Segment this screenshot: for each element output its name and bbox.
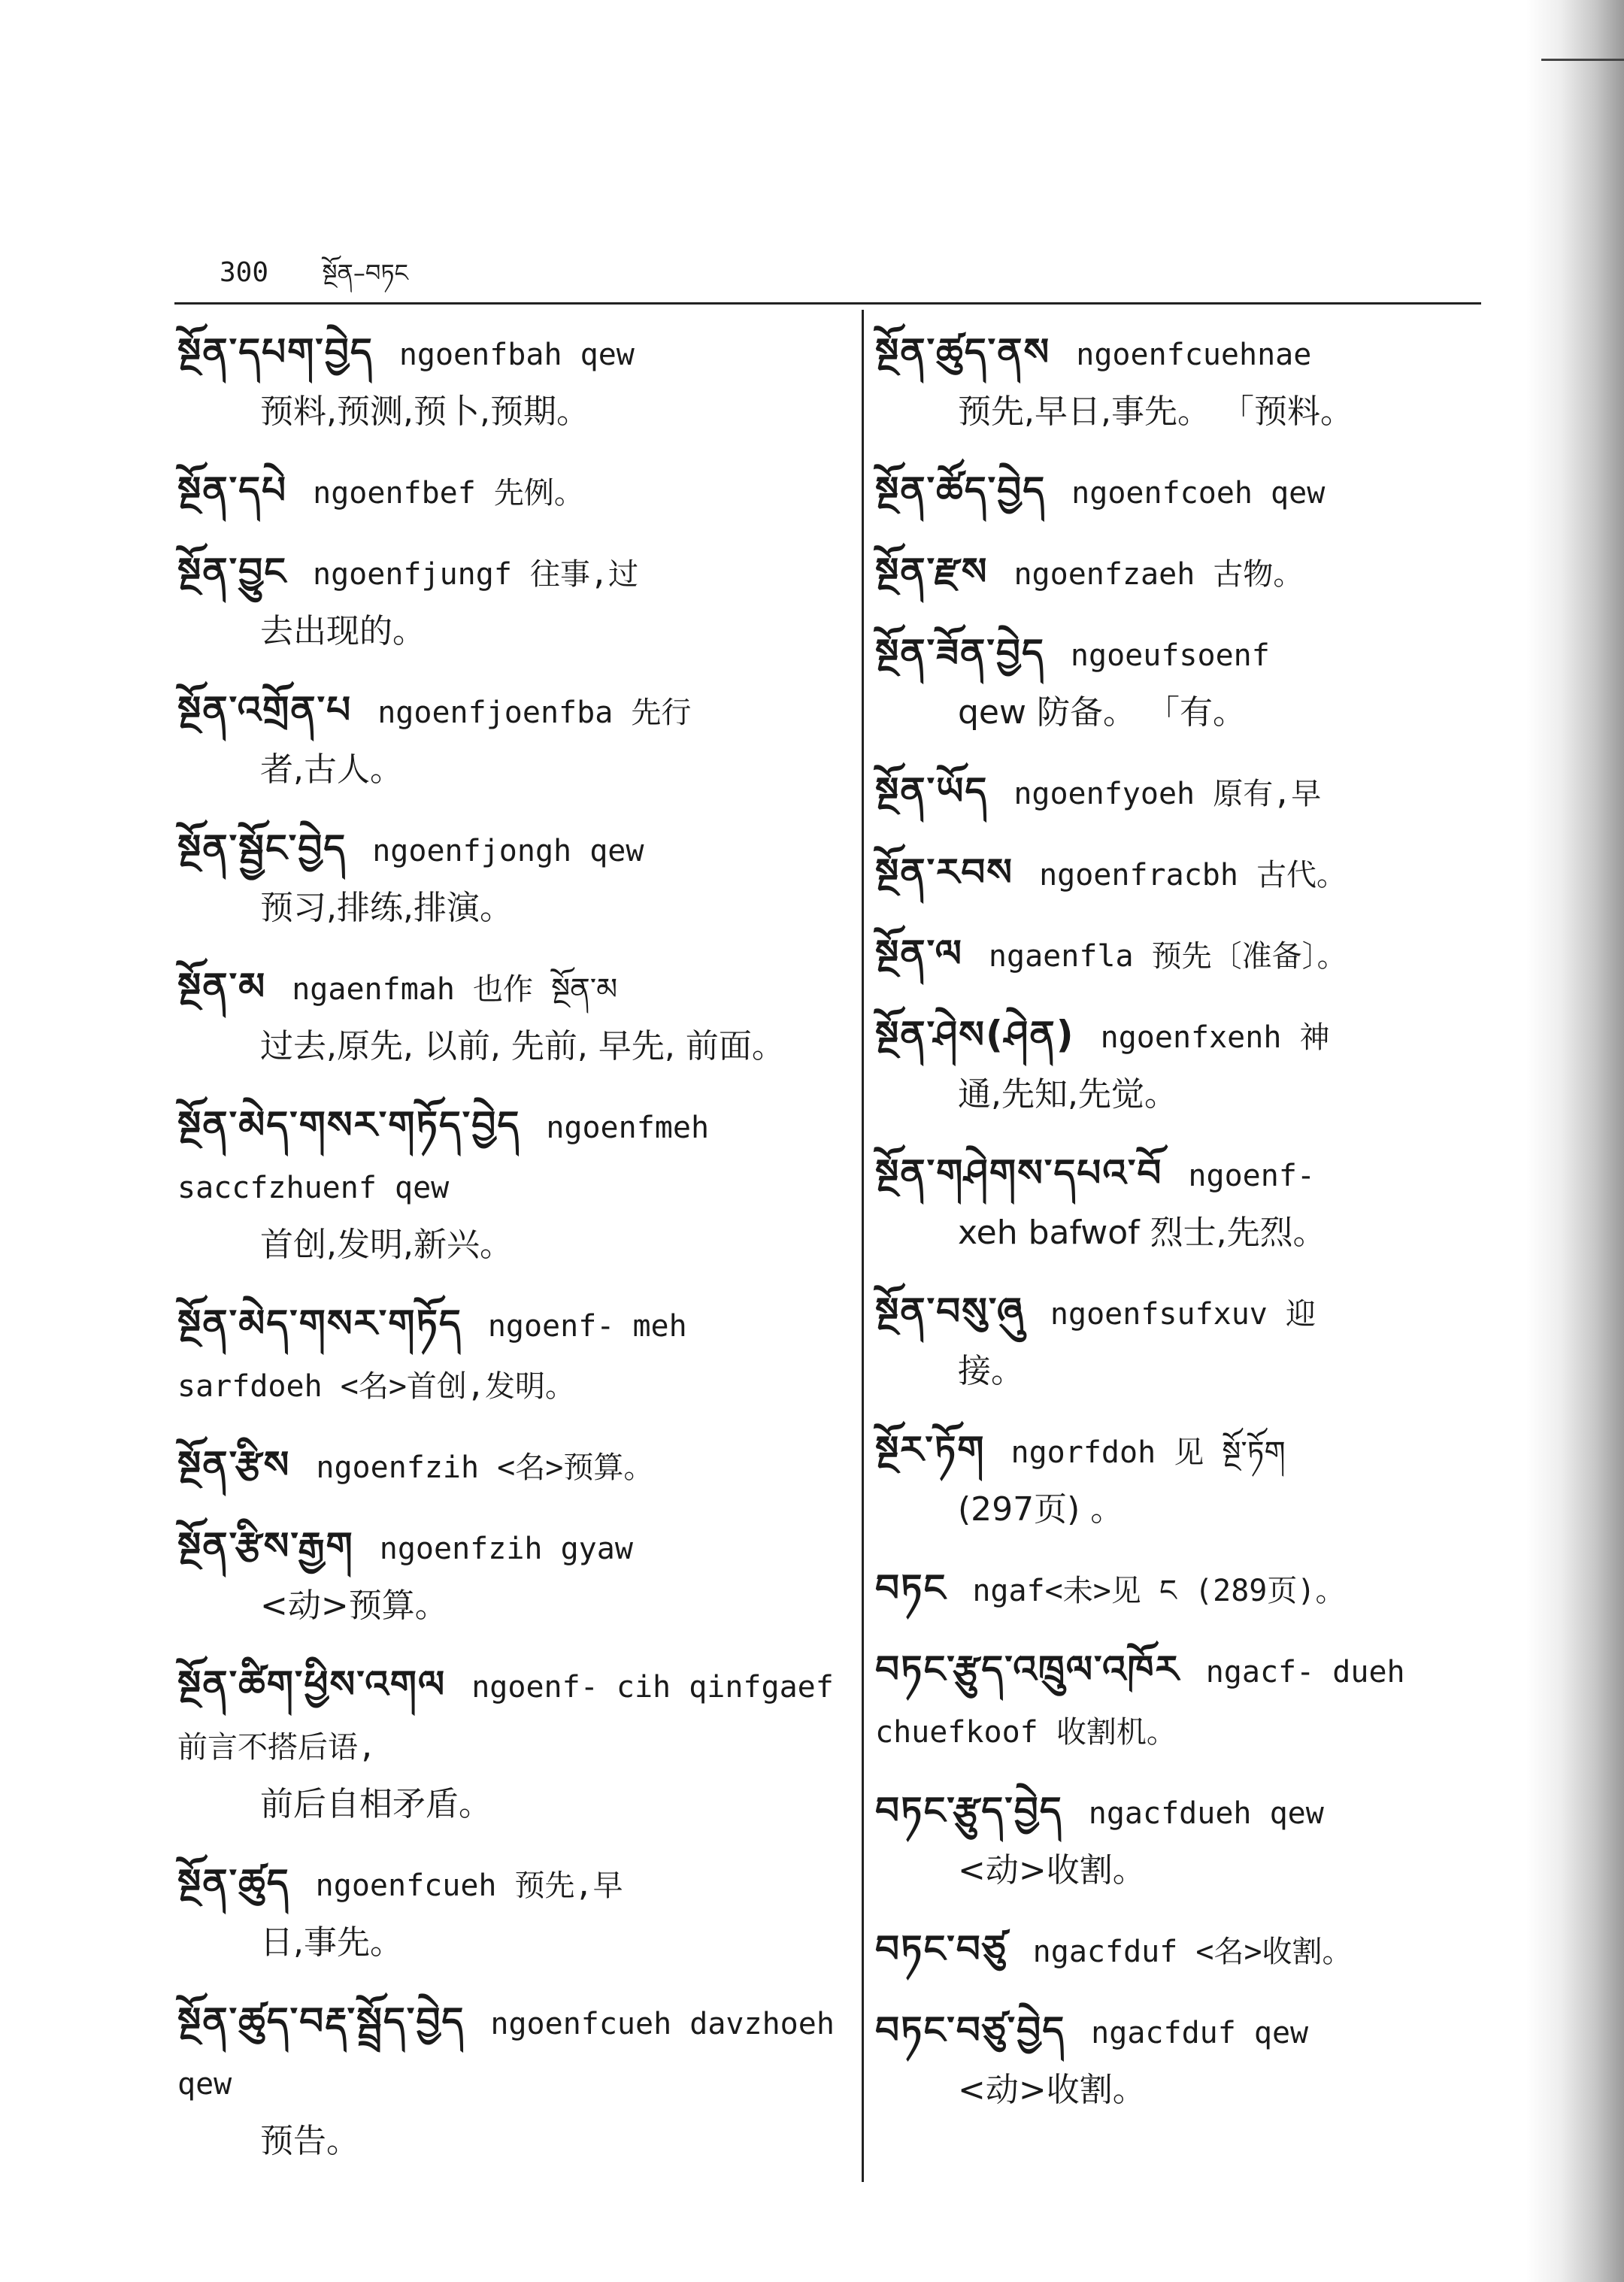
dictionary-entry — [177, 820, 839, 937]
dictionary-entry — [875, 2002, 1499, 2119]
romanization: ngoenfcueh davzhoeh qew — [177, 2007, 835, 2102]
dictionary-entry — [177, 1517, 839, 1635]
romanization: ngoenf- cih qinfgaef 前言不搭后语, — [177, 1670, 834, 1765]
tibetan-headword: སྔོན་ཚུད་ནས — [875, 330, 1051, 374]
romanization: ngoeufsoenf — [1070, 638, 1270, 673]
tibetan-headword: སྔོན་ཤེས(ཤེན) — [875, 1013, 1075, 1056]
dictionary-entry — [875, 1144, 1499, 1262]
definition: <动>预算。 — [260, 1586, 448, 1625]
romanization: ngoenfmeh saccfzhuenf qew — [177, 1111, 710, 1205]
definition: 接。 — [958, 1352, 1024, 1390]
definition: qew 防备。 「有。 — [958, 693, 1246, 732]
tibetan-headword: སྔོན་བསུ་ཞུ — [875, 1289, 1025, 1333]
tibetan-headword: བཏང་བཙུ་བྱེད — [875, 2008, 1066, 2052]
tibetan-headword: སྔོན་ཚུད་བརྡ་སྦྲོད་བྱེད — [177, 1999, 465, 2043]
definition: 首创,发明,新兴。 — [260, 1226, 513, 1264]
tibetan-headword: སྔོན་བྱུང — [177, 550, 287, 593]
tibetan-headword: སྔོན་རྩིས་རྒྱག — [177, 1524, 354, 1568]
dictionary-entry — [875, 1920, 1499, 1980]
romanization: ngacfduf <名>收割。 — [1032, 1935, 1353, 1969]
dictionary-entry — [875, 762, 1499, 823]
romanization: ngaenfla 预先〔准备〕。 — [988, 939, 1347, 974]
romanization: ngoenfzaeh 古物。 — [1013, 557, 1304, 592]
tibetan-headword: སྔོན་ཡོད — [875, 769, 989, 813]
dictionary-entry — [875, 462, 1499, 522]
page-header — [220, 247, 408, 292]
definition: 预告。 — [260, 2122, 359, 2160]
dictionary-entry — [875, 1641, 1499, 1761]
definition: xeh bafwof 烈士,先烈。 — [958, 1214, 1326, 1252]
dictionary-entry — [177, 1854, 839, 1971]
tibetan-headword: སྔོན་མེད་གསར་གཏོད་བྱེད — [177, 1103, 521, 1147]
dictionary-entry — [875, 543, 1499, 603]
definition: 预先,早日,事先。 「预料。 — [958, 392, 1353, 431]
dictionary-entry — [177, 958, 839, 1075]
romanization: ngoenfsufxuv 迎 — [1050, 1297, 1316, 1332]
tibetan-headword: སྔོན་འགྲོན་པ — [177, 688, 353, 732]
tibetan-headword: སྔོན་ཚོད་བྱེད — [875, 468, 1047, 512]
tibetan-headword: བཏང་རྩུད་བྱེད — [875, 1789, 1063, 1832]
dictionary-entry — [875, 1559, 1499, 1620]
definition: 去出现的。 — [260, 612, 426, 650]
romanization: ngorfdoh 见 སྔོ་ཏོག — [1010, 1435, 1286, 1470]
definition: 日,事先。 — [260, 1923, 403, 1962]
definition: <动>收割。 — [958, 1851, 1146, 1890]
romanization: ngoenfyoeh 原有,早 — [1013, 777, 1322, 811]
tibetan-headword: སྔོན་ཟོན་བྱེད — [875, 631, 1045, 674]
dictionary-entry — [875, 1006, 1499, 1123]
romanization: ngoenfzih <名>预算。 — [316, 1450, 654, 1485]
dictionary-entry — [177, 323, 839, 441]
tibetan-headword: སྔོན་རབས — [875, 850, 1014, 894]
definition: 预习,排练,排演。 — [260, 889, 513, 927]
tibetan-headword: བཏང་བཙུ — [875, 1927, 1007, 1971]
romanization: ngoenfjoenfba 先行 — [377, 696, 692, 730]
definition: 通,先知,先觉。 — [958, 1075, 1177, 1114]
dictionary-entry — [875, 1782, 1499, 1899]
dictionary-entry — [875, 624, 1499, 741]
tibetan-headword: སྔོན་དཔག་བྱེད — [177, 330, 374, 374]
romanization: ngoenfcoeh qew — [1071, 476, 1326, 511]
page-edge-rule — [1541, 59, 1624, 61]
romanization: ngacfduf qew — [1091, 2016, 1309, 2050]
tibetan-headword: སྔོན་ཚིག་ཕྱིས་འགལ — [177, 1662, 447, 1706]
definition: (297页) 。 — [958, 1490, 1124, 1529]
left-column — [177, 323, 839, 2191]
romanization: ngacfdueh qew — [1088, 1796, 1324, 1831]
page-edge-shadow — [1526, 0, 1624, 2282]
romanization: ngaenfmah 也作 སྔོན་མ — [292, 972, 618, 1007]
romanization: ngoenfbef 先例。 — [313, 476, 584, 511]
romanization: ngoenfjongh qew — [372, 834, 644, 868]
page-number: 300 — [220, 257, 269, 288]
tibetan-headword: སྔོན་ལ — [875, 932, 963, 975]
dictionary-entry — [177, 1436, 839, 1496]
definition: 预料,预测,预卜,预期。 — [260, 392, 589, 431]
dictionary-entry — [177, 1656, 839, 1833]
dictionary-entry — [177, 462, 839, 522]
definition: <动>收割。 — [958, 2071, 1146, 2109]
tibetan-headword: སྔོན་གཤེགས་དཔའ་བོ — [875, 1151, 1163, 1195]
dictionary-entry — [177, 1096, 839, 1274]
tibetan-headword: སྔོན་དཔེ — [177, 468, 288, 512]
dictionary-entry — [875, 1421, 1499, 1538]
definition: 者,古人。 — [260, 750, 403, 789]
tibetan-headword: སྔོན་མེད་གསར་གཏོད — [177, 1302, 462, 1345]
romanization: ngoenf- meh sarfdoeh <名>首创,发明。 — [177, 1309, 687, 1404]
tibetan-headword: སྔོན་ཚུད — [177, 1861, 290, 1905]
romanization: ngoenf- — [1188, 1159, 1315, 1193]
dictionary-entry — [875, 925, 1499, 985]
romanization: ngoenfcuehnae — [1076, 338, 1312, 372]
tibetan-headword: བཏང — [875, 1566, 947, 1610]
tibetan-headword: བཏང་རྩུད་འཁྲུལ་འཁོར — [875, 1647, 1180, 1691]
romanization: ngoenfracbh 古代。 — [1039, 858, 1347, 892]
dictionary-entry — [177, 1295, 839, 1415]
definition: 前后自相矛盾。 — [260, 1785, 492, 1823]
dictionary-entry — [177, 543, 839, 660]
dictionary-entry — [177, 1993, 839, 2170]
dictionary-entry — [875, 323, 1499, 441]
right-column — [875, 323, 1499, 2140]
tibetan-headword: སྔོན་སྦྱོང་བྱེད — [177, 826, 347, 870]
romanization: ngacf- dueh chuefkoof 收割机。 — [875, 1655, 1405, 1750]
header-rule — [174, 302, 1481, 305]
dictionary-entry — [875, 1283, 1499, 1400]
romanization: ngaf<未>见 ང (289页)。 — [972, 1574, 1346, 1608]
romanization: ngoenfcueh 预先,早 — [315, 1868, 623, 1903]
tibetan-headword: སྔོར་ཏོག — [875, 1428, 986, 1471]
romanization: ngoenfbah qew — [398, 338, 635, 372]
tibetan-headword: སྔོན་མ — [177, 965, 267, 1008]
section-range: སྔོན–བཏང — [322, 259, 408, 287]
column-divider — [862, 310, 864, 2182]
tibetan-headword: སྔོན་རྩིས — [177, 1443, 291, 1486]
romanization: ngoenfxenh 神 — [1100, 1020, 1330, 1055]
definition: 过去,原先, 以前, 先前, 早先, 前面。 — [260, 1027, 785, 1065]
romanization: ngoenfzih gyaw — [379, 1532, 633, 1566]
tibetan-headword: སྔོན་རྫས — [875, 550, 989, 593]
romanization: ngoenfjungf 往事,过 — [313, 557, 639, 592]
dictionary-entry — [875, 844, 1499, 904]
dictionary-entry — [177, 681, 839, 799]
